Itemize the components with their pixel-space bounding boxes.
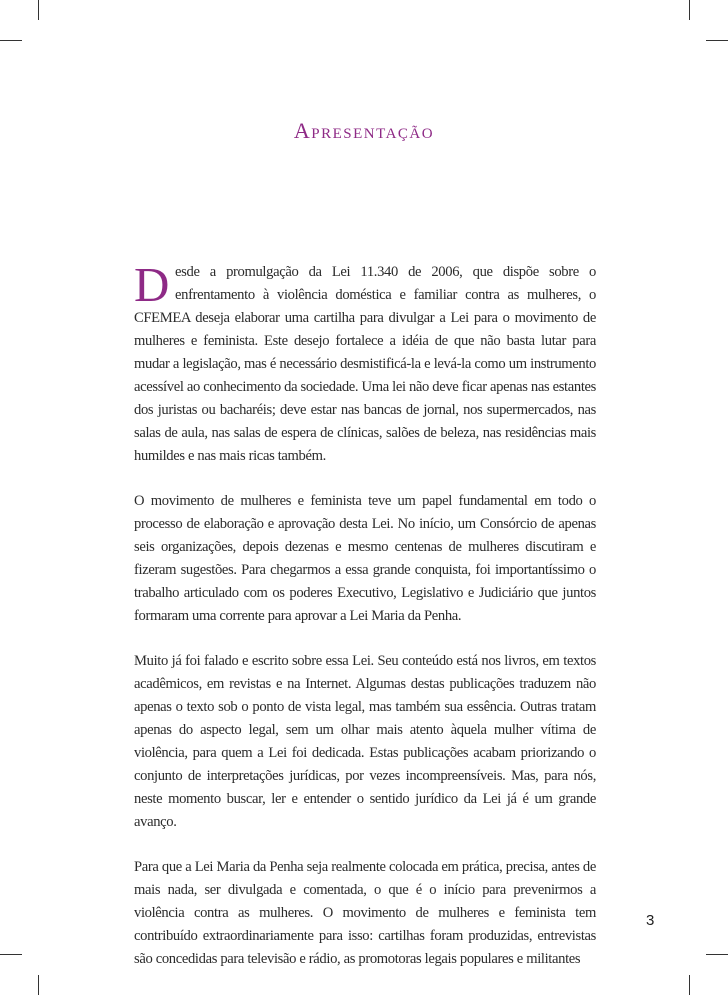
paragraph-intro-text: esde a promulgação da Lei 11.340 de 2006, que dispõe sobre o enfrentamento à violência doméstica e familiar contra as mulheres, o CFEMEA deseja elaborar uma cartilha para divulgar a Lei para o movimento de mulheres e feminista. Este desejo fortalece a idéia de que não basta lutar para mudar a legislação, mas é necessário desmistificá-la e levá-la como um instrumento acessível ao conhecimento da sociedade. Uma lei não deve ficar apenas nas estantes dos juristas ou bacharéis; deve estar nas bancas de jornal, nos supermercados, nas salas de aula, nas salas de espera de clínicas, salões de beleza, nas residências mais humildes e nas mais ricas também. — [134, 264, 597, 464]
page-title: Apresentação — [293, 118, 435, 143]
crop-mark-bottom-right-vertical — [689, 975, 690, 995]
crop-mark-top-left-horizontal — [0, 40, 22, 41]
crop-mark-bottom-left-horizontal — [0, 954, 22, 955]
body-text — [134, 257, 597, 971]
crop-mark-bottom-left-vertical — [38, 975, 39, 995]
paragraph-movement: O movimento de mulheres e feminista teve um papel fundamental em todo o processo de elaboração e aprovação desta Lei. No início, um Consórcio de apenas seis organizações, depois dezenas e mesmo centenas de mulheres discutiram e fizeram sugestões. Para chegarmos a essa grande conquista, foi importantíssimo o trabalho articulado com os poderes Executivo, Legislativo e Judiciário que juntos formaram uma corrente para aprovar a Lei Maria da Penha. — [134, 493, 596, 624]
paragraph-intro — [134, 257, 597, 468]
drop-cap: D — [134, 257, 170, 312]
paragraph-dissemination: Para que a Lei Maria da Penha seja realmente colocada em prática, precisa, antes de mais nada, ser divulgada e comentada, o que é o início para prevenirmos a violência contra as mulheres. O movimento de mulheres e feminista tem contribuído extraordinariamente para isso: cartilhas foram produzidas, entrevistas são concedidas para televisão e rádio, as promotoras legais populares e militantes — [134, 859, 596, 967]
crop-mark-bottom-right-horizontal — [706, 954, 728, 955]
paragraph-publications: Muito já foi falado e escrito sobre essa Lei. Seu conteúdo está nos livros, em textos acadêmicos, em revistas e na Internet. Algumas destas publicações traduzem não apenas o texto sob o ponto de vista legal, mas também sua essência. Outras tratam apenas do aspecto legal, sem um olhar mais atento àquela mulher vítima de violência, para quem a Lei foi dedicada. Estas publicações acabam priorizando o conjunto de interpretações jurídicas, por vezes incompreensíveis. Mas, para nós, neste momento buscar, ler e entender o sentido jurídico da Lei já é um grande avanço. — [134, 653, 596, 830]
crop-mark-top-right-horizontal — [706, 40, 728, 41]
crop-mark-top-right-vertical — [689, 0, 690, 20]
crop-mark-top-left-vertical — [38, 0, 39, 20]
page-number: 3 — [646, 912, 655, 929]
